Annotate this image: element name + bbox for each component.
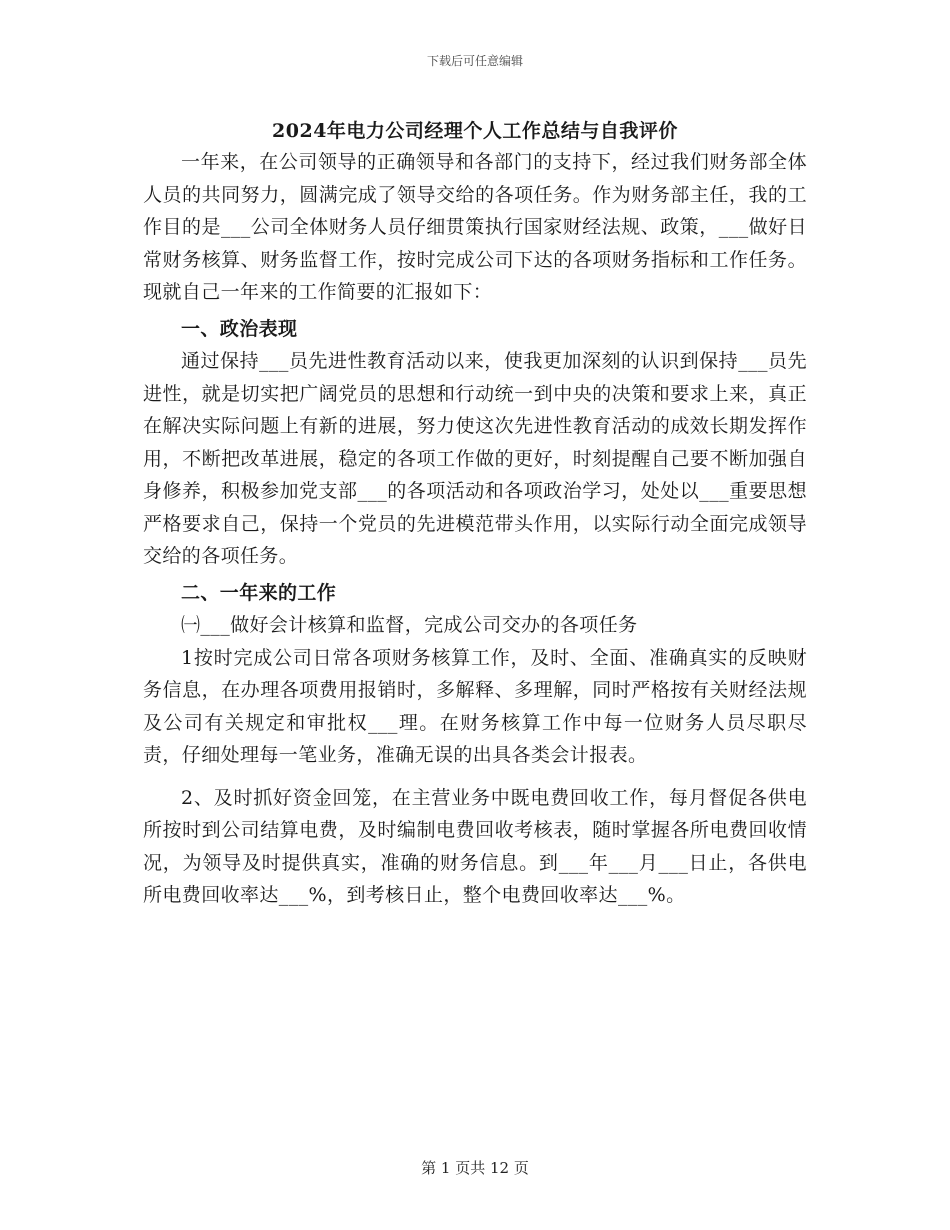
header-note: 下载后可任意编辑 xyxy=(426,54,523,68)
body-paragraph: 1按时完成公司日常各项财务核算工作，及时、全面、准确真实的反映财务信息，在办理各项费用报销时，多解释、多理解，同时严格按有关财经法规及公司有关规定和审批权___理。在财务核算工作中每一位财务人员尽职尽责，仔细处理每一笔业务，准确无误的出具各类会计报表。 xyxy=(143,646,807,766)
page-footer: 第 1 页共 12 页 xyxy=(421,1159,529,1177)
document-title: 2024年电力公司经理个人工作总结与自我评价 xyxy=(272,120,678,142)
body-paragraph: 通过保持___员先进性教育活动以来，使我更加深刻的认识到保持___员先进性，就是切实把广阔党员的思想和行动统一到中央的决策和要求上来，真正在解决实际问题上有新的进展，努力使这次先进性教育活动的成效长期发挥作用，不断把改革进展，稳定的各项工作做的更好，时刻提醒自己要不断加强自身修养，积极参加党支部___的各项活动和各项政治学习，处处以___重要思想严格要求自己，保持一个党员的先进模范带头作用，以实际行动全面完成领导交给的各项任务。 xyxy=(143,350,807,567)
document-body xyxy=(143,146,807,912)
body-paragraph: 2、及时抓好资金回笼，在主营业务中既电费回收工作，每月督促各供电所按时到公司结算电费，及时编制电费回收考核表，随时掌握各所电费回收情况，为领导及时提供真实，准确的财务信息。到___年___月___日止，各供电所电费回收率达___%，到考核日止，整个电费回收率达___%。 xyxy=(143,786,807,906)
section-heading: 二、一年来的工作 xyxy=(181,581,337,604)
subsection-heading: ㈠___做好会计核算和监督，完成公司交办的各项任务 xyxy=(181,614,638,636)
body-paragraph: 一年来，在公司领导的正确领导和各部门的支持下，经过我们财务部全体人员的共同努力，圆满完成了领导交给的各项任务。作为财务部主任，我的工作目的是___公司全体财务人员仔细贯策执行国家财经法规、政策，___做好日常财务核算、财务监督工作，按时完成公司下达的各项财务指标和工作任务。现就自己一年来的工作简要的汇报如下： xyxy=(143,151,807,303)
section-heading: 一、政治表现 xyxy=(181,317,298,340)
